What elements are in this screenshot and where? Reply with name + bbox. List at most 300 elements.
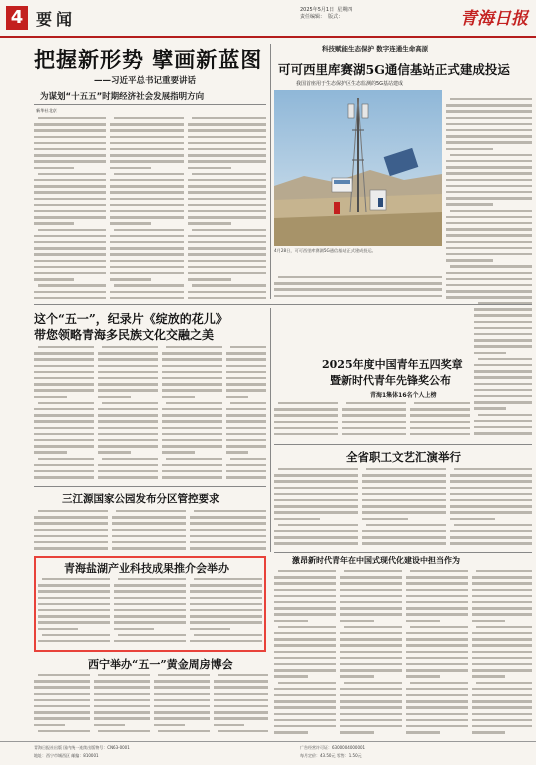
text-line: [274, 725, 336, 727]
text-line: [188, 142, 266, 144]
column-divider: [270, 44, 271, 299]
text-line: [410, 626, 468, 628]
text-line: [340, 651, 402, 653]
text-line: [114, 584, 186, 586]
text-line: [278, 682, 336, 684]
text-line: [446, 216, 532, 218]
text-line: [114, 603, 186, 605]
base-station-illustration: [274, 90, 442, 246]
text-line: [450, 518, 495, 520]
text-line: [278, 402, 338, 404]
text-line: [472, 719, 532, 721]
text-line: [114, 229, 184, 231]
story-xining-column-1: [34, 672, 90, 738]
text-line: [472, 706, 532, 708]
text-line: [192, 284, 266, 286]
text-line: [474, 432, 532, 434]
text-line: [98, 439, 158, 441]
story-salt-column-1: [38, 576, 110, 648]
text-line: [34, 185, 106, 187]
text-line: [162, 377, 222, 379]
story-5g-kicker: 科技赋能生态保护 数字连通生命高原: [322, 45, 429, 53]
story-salt-column-3: [190, 576, 262, 648]
text-line: [114, 590, 186, 592]
text-line: [454, 524, 532, 526]
text-line: [226, 358, 266, 360]
story-park-title: 三江源国家公园发布分区管控要求: [62, 493, 220, 505]
text-line: [214, 705, 268, 707]
text-line: [38, 609, 110, 611]
text-line: [94, 724, 125, 726]
text-line: [188, 154, 266, 156]
text-line: [450, 210, 532, 212]
text-line: [474, 308, 532, 310]
text-line: [114, 284, 184, 286]
text-line: [34, 451, 67, 453]
text-line: [214, 680, 268, 682]
text-line: [188, 160, 266, 162]
text-line: [446, 290, 532, 292]
text-line: [188, 129, 266, 131]
story-doc-column-3: [162, 344, 222, 484]
text-line: [474, 345, 532, 347]
base-station-photo: [274, 90, 442, 246]
text-line: [190, 615, 262, 617]
text-line: [274, 632, 336, 634]
text-line: [162, 476, 222, 478]
text-line: [344, 682, 402, 684]
text-line: [154, 680, 210, 682]
story-youth2-column-3: [406, 568, 468, 738]
text-line: [110, 198, 184, 200]
text-line: [162, 464, 222, 466]
text-line: [406, 644, 468, 646]
story-doc-column-1: [34, 344, 94, 484]
text-line: [34, 686, 90, 688]
text-line: [274, 719, 336, 721]
text-line: [226, 408, 266, 410]
text-line: [340, 601, 402, 603]
text-line: [188, 191, 266, 193]
story-youth-column-3: [410, 400, 470, 442]
text-line: [406, 651, 468, 653]
text-line: [226, 445, 266, 447]
text-line: [274, 288, 442, 290]
text-line: [274, 663, 336, 665]
story-youth-column-4: [474, 300, 532, 442]
divider: [34, 304, 532, 305]
text-line: [406, 700, 468, 702]
text-line: [446, 234, 532, 236]
text-line: [410, 414, 470, 416]
text-line: [340, 613, 402, 615]
text-line: [110, 222, 151, 224]
text-line: [162, 414, 222, 416]
story-doc-title-1: 这个“五一”，纪录片《绽放的花儿》: [34, 312, 228, 326]
text-line: [274, 433, 338, 435]
text-line: [450, 536, 532, 538]
text-line: [154, 686, 210, 688]
text-line: [188, 253, 266, 255]
text-line: [162, 433, 222, 435]
text-line: [230, 458, 266, 460]
text-line: [446, 104, 532, 106]
text-line: [446, 278, 532, 280]
lead-column-2: [110, 115, 184, 305]
text-line: [34, 123, 106, 125]
masthead: 青海日报: [460, 9, 528, 29]
text-line: [94, 717, 150, 719]
text-line: [366, 468, 446, 470]
story-youth-column-1: [274, 400, 338, 442]
text-line: [34, 235, 106, 237]
text-line: [450, 487, 532, 489]
text-line: [226, 383, 266, 385]
text-line: [112, 547, 186, 549]
text-line: [110, 185, 184, 187]
text-line: [410, 427, 470, 429]
text-line: [340, 657, 402, 659]
footer-line-3: 广告经营许可证：6300004000001: [300, 745, 366, 750]
text-line: [226, 451, 248, 453]
text-line: [446, 141, 532, 143]
text-line: [226, 352, 266, 354]
text-line: [226, 439, 266, 441]
text-line: [110, 179, 184, 181]
text-line: [110, 210, 184, 212]
page-number: 4: [6, 6, 28, 30]
text-line: [166, 346, 222, 348]
text-line: [340, 700, 402, 702]
text-line: [410, 421, 470, 423]
text-line: [190, 597, 262, 599]
text-line: [366, 524, 446, 526]
text-line: [472, 601, 532, 603]
text-line: [406, 731, 440, 733]
text-line: [226, 396, 248, 398]
text-line: [446, 296, 532, 298]
text-line: [34, 371, 94, 373]
text-line: [450, 480, 532, 482]
text-line: [34, 717, 90, 719]
text-line: [340, 731, 374, 733]
text-line: [446, 197, 532, 199]
text-line: [274, 282, 442, 284]
text-line: [226, 464, 266, 466]
text-line: [446, 222, 532, 224]
text-line: [110, 204, 184, 206]
text-line: [34, 154, 106, 156]
story-youth2-column-2: [340, 568, 402, 738]
text-line: [274, 644, 336, 646]
text-line: [98, 414, 158, 416]
text-line: [34, 136, 106, 138]
page-footer: [0, 741, 536, 765]
text-line: [340, 713, 402, 715]
text-line: [162, 371, 222, 373]
text-line: [34, 724, 65, 726]
text-line: [406, 688, 468, 690]
text-line: [472, 663, 532, 665]
text-line: [94, 711, 150, 713]
text-line: [446, 135, 532, 137]
text-line: [118, 578, 186, 580]
text-line: [94, 693, 150, 695]
text-line: [226, 377, 266, 379]
text-line: [362, 487, 446, 489]
text-line: [226, 371, 266, 373]
text-line: [472, 607, 532, 609]
text-line: [38, 621, 110, 623]
text-line: [114, 615, 186, 617]
text-line: [474, 314, 532, 316]
text-line: [474, 364, 532, 366]
story-youth-title-1: 2025年度中国青年五四奖章: [322, 358, 463, 371]
text-line: [450, 493, 532, 495]
text-line: [194, 634, 262, 636]
text-line: [450, 511, 532, 513]
text-line: [406, 576, 468, 578]
text-line: [474, 370, 532, 372]
text-line: [474, 352, 506, 354]
text-line: [34, 420, 94, 422]
text-line: [344, 570, 402, 572]
text-line: [190, 621, 262, 623]
text-line: [34, 535, 108, 537]
text-line: [446, 129, 532, 131]
text-line: [342, 433, 406, 435]
text-line: [162, 358, 222, 360]
text-line: [450, 154, 532, 156]
text-line: [274, 675, 308, 677]
story-youth2-title: 激昂新时代青年在中国式现代化建设中担当作为: [292, 555, 460, 565]
text-line: [98, 389, 158, 391]
text-line: [34, 547, 108, 549]
text-line: [38, 284, 106, 286]
text-line: [38, 603, 110, 605]
text-line: [188, 222, 231, 224]
text-line: [214, 693, 268, 695]
story-youth2-column-1: [274, 568, 336, 738]
section-name: 要闻: [36, 10, 77, 29]
text-line: [34, 191, 106, 193]
text-line: [162, 389, 222, 391]
text-line: [34, 414, 94, 416]
text-line: [34, 129, 106, 131]
text-line: [414, 402, 470, 404]
text-line: [278, 570, 336, 572]
text-line: [98, 352, 158, 354]
text-line: [112, 535, 186, 537]
text-line: [34, 427, 94, 429]
text-line: [162, 445, 222, 447]
text-line: [38, 402, 94, 404]
text-line: [274, 421, 338, 423]
text-line: [34, 179, 106, 181]
text-line: [34, 476, 94, 478]
text-line: [190, 522, 266, 524]
text-line: [188, 216, 266, 218]
text-line: [274, 511, 358, 513]
text-line: [346, 402, 406, 404]
text-line: [226, 427, 266, 429]
text-line: [362, 511, 446, 513]
text-line: [450, 499, 532, 501]
column-divider: [270, 308, 271, 552]
text-line: [194, 510, 266, 512]
text-line: [114, 628, 154, 630]
story-youth-subtitle: 青海1集体16名个人上榜: [370, 392, 437, 399]
text-line: [472, 644, 532, 646]
text-line: [38, 173, 106, 175]
text-line: [110, 247, 184, 249]
text-line: [188, 247, 266, 249]
text-line: [446, 166, 532, 168]
text-line: [474, 420, 532, 422]
text-line: [274, 474, 358, 476]
story-youth2-column-4: [472, 568, 532, 738]
text-line: [474, 426, 532, 428]
text-line: [112, 529, 186, 531]
text-line: [188, 297, 266, 299]
text-line: [340, 620, 374, 622]
text-line: [446, 191, 532, 193]
text-line: [406, 706, 468, 708]
text-line: [188, 148, 266, 150]
text-line: [38, 628, 78, 630]
text-line: [188, 241, 266, 243]
text-line: [34, 253, 106, 255]
text-line: [98, 674, 150, 676]
text-line: [38, 584, 110, 586]
text-line: [190, 516, 266, 518]
text-line: [34, 522, 108, 524]
text-line: [118, 634, 186, 636]
story-park-column-3: [190, 508, 266, 552]
text-line: [274, 620, 308, 622]
text-line: [188, 278, 231, 280]
text-line: [340, 576, 402, 578]
story-doc-column-4: [226, 344, 266, 484]
text-line: [340, 607, 402, 609]
text-line: [476, 682, 532, 684]
text-line: [214, 724, 244, 726]
story-salt-column-2: [114, 576, 186, 648]
text-line: [446, 284, 532, 286]
text-line: [472, 657, 532, 659]
text-line: [278, 468, 358, 470]
text-line: [474, 395, 532, 397]
lead-column-3: [188, 115, 266, 305]
text-line: [214, 686, 268, 688]
text-line: [34, 408, 94, 410]
text-line: [102, 458, 158, 460]
text-line: [472, 638, 532, 640]
text-line: [274, 408, 338, 410]
text-line: [34, 198, 106, 200]
text-line: [406, 632, 468, 634]
lead-column-1: [34, 115, 106, 305]
text-line: [406, 719, 468, 721]
story-workers-column-2: [362, 466, 446, 550]
text-line: [362, 505, 446, 507]
text-line: [190, 628, 230, 630]
text-line: [446, 110, 532, 112]
text-line: [34, 167, 74, 169]
text-line: [38, 597, 110, 599]
text-line: [342, 421, 406, 423]
text-line: [410, 433, 470, 435]
text-line: [274, 706, 336, 708]
page-header: [0, 0, 536, 38]
text-line: [110, 129, 184, 131]
text-line: [110, 272, 184, 274]
text-line: [362, 480, 446, 482]
text-line: [162, 408, 222, 410]
text-line: [42, 634, 110, 636]
text-line: [474, 376, 532, 378]
text-line: [34, 377, 94, 379]
lead-subtitle-2: 为谋划“十五五”时期经济社会发展指明方向: [40, 92, 205, 102]
text-line: [274, 607, 336, 609]
text-line: [446, 117, 532, 119]
text-line: [340, 644, 402, 646]
story-workers-column-1: [274, 466, 358, 550]
text-line: [450, 98, 532, 100]
text-line: [472, 595, 532, 597]
text-line: [34, 470, 94, 472]
text-line: [110, 291, 184, 293]
text-line: [226, 365, 266, 367]
story-park-column-1: [34, 508, 108, 552]
text-line: [34, 358, 94, 360]
text-line: [98, 383, 158, 385]
text-line: [38, 229, 106, 231]
text-line: [34, 142, 106, 144]
text-line: [110, 136, 184, 138]
text-line: [340, 582, 402, 584]
text-line: [116, 510, 186, 512]
text-line: [34, 278, 74, 280]
text-line: [472, 620, 505, 622]
text-line: [34, 204, 106, 206]
text-line: [472, 613, 532, 615]
text-line: [274, 589, 336, 591]
text-line: [450, 505, 532, 507]
text-line: [474, 383, 532, 385]
text-line: [192, 117, 266, 119]
text-line: [476, 626, 532, 628]
text-line: [230, 346, 266, 348]
text-line: [274, 576, 336, 578]
text-line: [34, 529, 108, 531]
text-line: [34, 383, 94, 385]
text-line: [342, 414, 406, 416]
text-line: [34, 297, 106, 299]
text-line: [188, 204, 266, 206]
text-line: [226, 470, 266, 472]
story-youth-column-2: [342, 400, 406, 442]
text-line: [190, 590, 262, 592]
text-line: [274, 601, 336, 603]
text-line: [34, 433, 94, 435]
text-line: [340, 638, 402, 640]
text-line: [98, 451, 131, 453]
text-line: [112, 541, 186, 543]
story-xining-column-4: [214, 672, 268, 738]
text-line: [110, 266, 184, 268]
text-line: [38, 510, 108, 512]
